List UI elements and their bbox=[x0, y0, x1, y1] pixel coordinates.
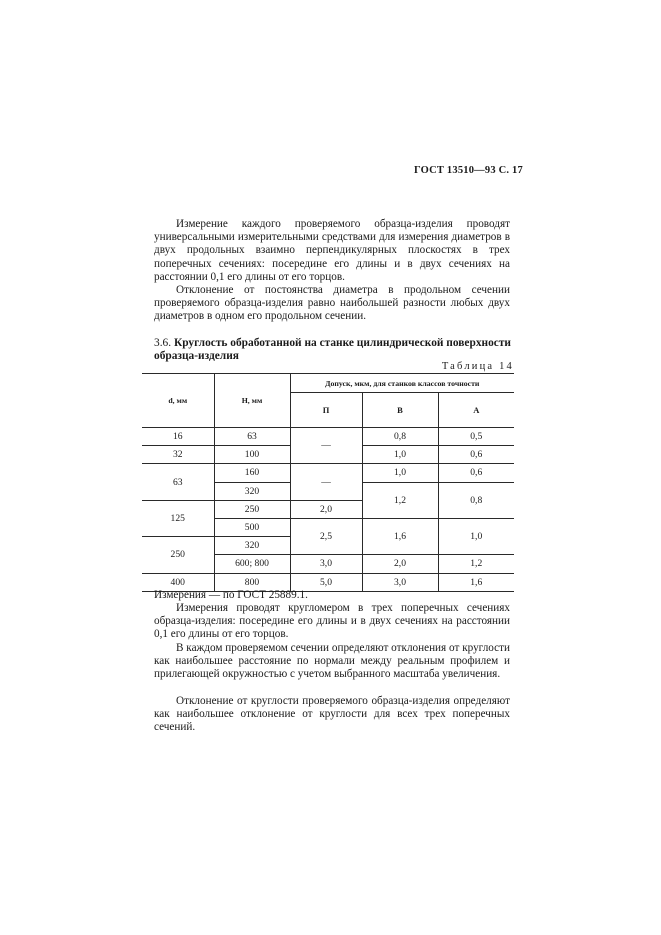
column-header-class-p: П bbox=[290, 393, 362, 428]
cell-v: 1,0 bbox=[362, 464, 438, 482]
cell-d: 32 bbox=[142, 446, 214, 464]
cell-h: 63 bbox=[214, 428, 290, 446]
cell-a: 1,6 bbox=[438, 573, 514, 591]
paragraph-text: Отклонение от постоянства диаметра в продольном сечении проверяемого образца-изделия равно наибольшей разности любых двух диаметров в одном его продольном сечении. bbox=[154, 284, 510, 323]
cell-h: 500 bbox=[214, 518, 290, 536]
paragraph-roundness-definition bbox=[154, 642, 510, 682]
column-header-d: d, мм bbox=[142, 374, 214, 428]
section-title bbox=[154, 337, 514, 364]
cell-h: 250 bbox=[214, 500, 290, 518]
cell-a: 0,6 bbox=[438, 446, 514, 464]
cell-a: 0,5 bbox=[438, 428, 514, 446]
cell-d: 63 bbox=[142, 464, 214, 500]
tolerance-table bbox=[142, 373, 514, 592]
cell-v: 1,2 bbox=[362, 482, 438, 518]
paragraph-roundness-result bbox=[154, 695, 510, 735]
cell-h: 800 bbox=[214, 573, 290, 591]
column-header-class-a: А bbox=[438, 393, 514, 428]
table-caption: Таблица 14 bbox=[441, 361, 514, 372]
paragraph-measurement-method bbox=[154, 218, 510, 284]
cell-p: — bbox=[290, 428, 362, 464]
cell-d: 16 bbox=[142, 428, 214, 446]
cell-h: 160 bbox=[214, 464, 290, 482]
tolerance-group-header: Допуск, мкм, для станков классов точности bbox=[290, 374, 514, 393]
paragraph-text: В каждом проверяемом сечении определяют отклонения от круглости как наибольшее расстояние по нормали между реальным профилем и прилегающей окружностью с учетом выбранного масштаба увеличения. bbox=[154, 642, 510, 681]
cell-v: 2,0 bbox=[362, 555, 438, 573]
cell-a: 0,8 bbox=[438, 482, 514, 518]
cell-a: 1,0 bbox=[438, 518, 514, 554]
cell-p: 2,5 bbox=[290, 518, 362, 554]
cell-d: 400 bbox=[142, 573, 214, 591]
table-row bbox=[142, 428, 514, 446]
cell-p: 2,0 bbox=[290, 500, 362, 518]
section-number: 3.6. bbox=[154, 337, 172, 349]
paragraph-text: Измерения проводят кругломером в трех поперечных сечениях образца-изделия: посередине его длины и в двух сечениях на расстоянии 0,1 его длины от его торцов. bbox=[154, 602, 510, 641]
paragraph-measurement-standard bbox=[154, 589, 510, 602]
column-header-class-v: В bbox=[362, 393, 438, 428]
cell-d: 125 bbox=[142, 500, 214, 536]
cell-h: 100 bbox=[214, 446, 290, 464]
table-row bbox=[142, 464, 514, 482]
cell-d: 250 bbox=[142, 537, 214, 573]
cell-v: 1,0 bbox=[362, 446, 438, 464]
cell-v: 3,0 bbox=[362, 573, 438, 591]
section-heading: Круглость обработанной на станке цилиндрической поверхности образца-изделия bbox=[154, 337, 511, 363]
paragraph-roundness-method bbox=[154, 602, 510, 642]
cell-v: 1,6 bbox=[362, 518, 438, 554]
cell-p: 5,0 bbox=[290, 573, 362, 591]
paragraph-diameter-deviation bbox=[154, 284, 510, 324]
cell-p: 3,0 bbox=[290, 555, 362, 573]
cell-p: — bbox=[290, 464, 362, 500]
cell-a: 0,6 bbox=[438, 464, 514, 482]
paragraph-text: Измерения — по ГОСТ 25889.1. bbox=[154, 589, 308, 601]
cell-h: 320 bbox=[214, 537, 290, 555]
paragraph-text: Отклонение от круглости проверяемого образца-изделия определяют как наибольшее отклонение от круглости для всех трех поперечных сечений. bbox=[154, 695, 510, 734]
page-header: ГОСТ 13510—93 С. 17 bbox=[414, 165, 523, 176]
cell-a: 1,2 bbox=[438, 555, 514, 573]
cell-v: 0,8 bbox=[362, 428, 438, 446]
paragraph-text: Измерение каждого проверяемого образца-изделия проводят универсальными измерительными средствами для измерения диаметров в двух продольных взаимно перпендикулярных плоскостях в трех поперечных сечениях: посередине его длины и в двух сечениях на расстоянии 0,1 его длины от его торцов. bbox=[154, 218, 510, 283]
cell-h: 320 bbox=[214, 482, 290, 500]
cell-h: 600; 800 bbox=[214, 555, 290, 573]
column-header-h: H, мм bbox=[214, 374, 290, 428]
